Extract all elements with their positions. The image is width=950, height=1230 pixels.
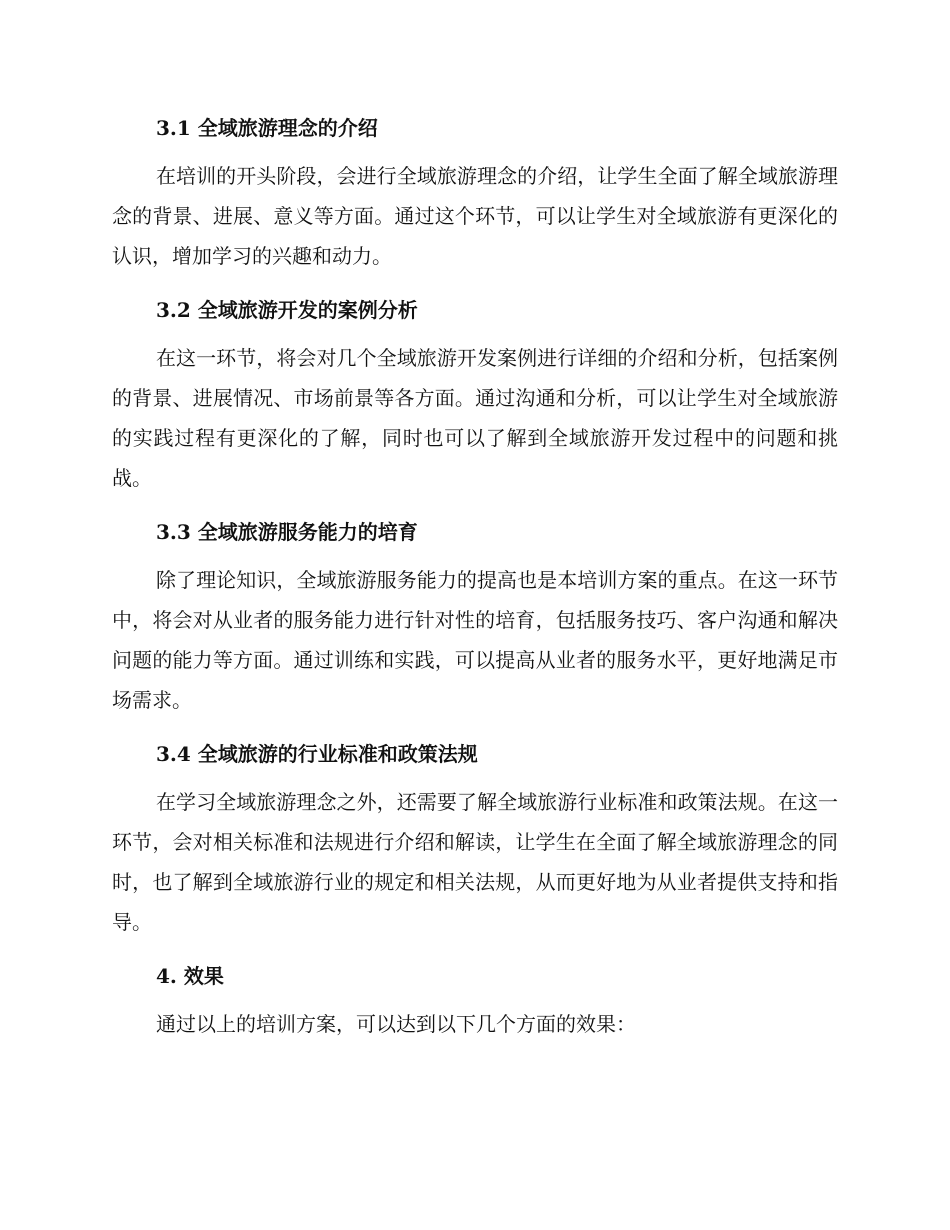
section-body-3-4: 在学习全域旅游理念之外，还需要了解全域旅游行业标准和政策法规。在这一环节，会对相关标准和法规进行介绍和解读，让学生在全面了解全域旅游理念的同时，也了解到全域旅游行业的规定和相关法规，从而更好地为从业者提供支持和指导。	[112, 790, 838, 934]
section-heading-4: 4. 效果	[156, 964, 224, 988]
section-heading-3-3: 3.3 全域旅游服务能力的培育	[156, 520, 418, 544]
section-body-3-3: 除了理论知识，全域旅游服务能力的提高也是本培训方案的重点。在这一环节中，将会对从业者的服务能力进行针对性的培育，包括服务技巧、客户沟通和解决问题的能力等方面。通过训练和实践，可以提高从业者的服务水平，更好地满足市场需求。	[112, 568, 838, 712]
section-body-3-1: 在培训的开头阶段，会进行全域旅游理念的介绍，让学生全面了解全域旅游理念的背景、进展、意义等方面。通过这个环节，可以让学生对全域旅游有更深化的认识，增加学习的兴趣和动力。	[112, 164, 838, 268]
section-heading-3-2: 3.2 全域旅游开发的案例分析	[156, 298, 418, 322]
section-heading-3-1: 3.1 全域旅游理念的介绍	[156, 116, 378, 140]
section-body-4: 通过以上的培训方案，可以达到以下几个方面的效果：	[156, 1012, 636, 1036]
section-heading-3-4: 3.4 全域旅游的行业标准和政策法规	[156, 742, 478, 766]
section-body-3-2: 在这一环节，将会对几个全域旅游开发案例进行详细的介绍和分析，包括案例的背景、进展情况、市场前景等各方面。通过沟通和分析，可以让学生对全域旅游的实践过程有更深化的了解，同时也可以了解到全域旅游开发过程中的问题和挑战。	[112, 346, 838, 490]
